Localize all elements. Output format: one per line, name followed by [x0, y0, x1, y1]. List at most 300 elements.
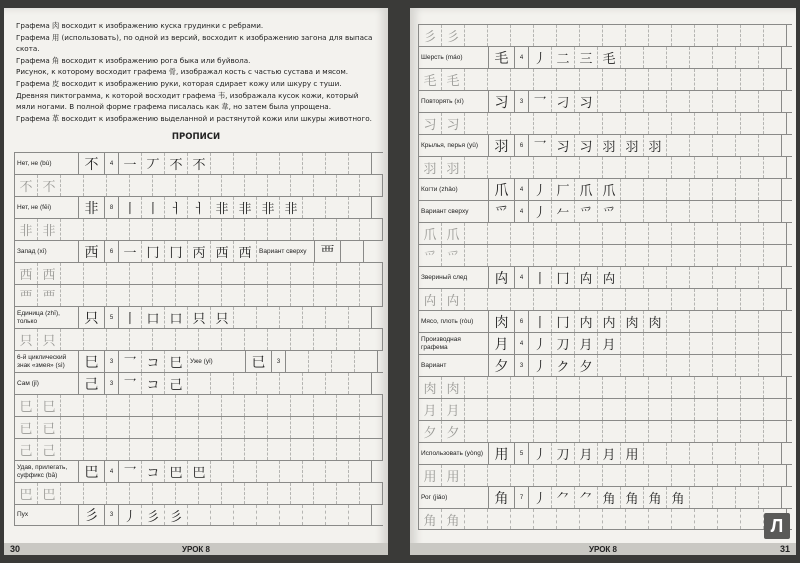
practice-cell	[603, 245, 626, 266]
practice-cell	[488, 377, 511, 398]
stroke-step	[234, 373, 257, 394]
stroke-step	[257, 307, 280, 328]
stroke-step: 巳	[165, 351, 188, 372]
stroke-step	[621, 179, 644, 200]
stroke-count: 6	[515, 311, 529, 332]
stroke-step: 爪	[598, 179, 621, 200]
practice-cell	[84, 329, 107, 350]
practice-cell	[465, 69, 488, 90]
practice-cell	[511, 509, 534, 529]
stroke-step	[280, 505, 303, 525]
practice-cell	[534, 113, 557, 134]
practice-cell	[199, 219, 222, 240]
practice-cell	[130, 219, 153, 240]
entry-character: 月	[489, 333, 515, 354]
stroke-step: 丨	[119, 197, 142, 218]
practice-cell	[557, 421, 580, 442]
stroke-step: 乛	[529, 135, 552, 156]
practice-cell	[465, 509, 488, 529]
practice-cell	[130, 285, 153, 306]
practice-cell	[649, 465, 672, 486]
stroke-step	[690, 487, 713, 508]
table-row	[418, 200, 792, 222]
practice-cell	[580, 69, 603, 90]
practice-cell	[718, 421, 741, 442]
stroke-step: ⺈	[575, 487, 598, 508]
practice-cell	[672, 113, 695, 134]
lesson-label-left: УРОК 8	[182, 544, 210, 554]
stroke-step: 丿	[529, 179, 552, 200]
practice-cell: 西	[38, 263, 61, 284]
table-row	[14, 504, 383, 526]
practice-cell	[130, 417, 153, 438]
stroke-step	[326, 373, 349, 394]
entry-character: 角	[489, 487, 515, 508]
practice-cell	[222, 417, 245, 438]
stroke-step	[713, 267, 736, 288]
stroke-count: 4	[515, 267, 529, 288]
stroke-step	[713, 91, 736, 112]
practice-cell	[107, 395, 130, 416]
stroke-step: 羽	[598, 135, 621, 156]
practice-cell	[695, 421, 718, 442]
practice-cell	[84, 285, 107, 306]
stroke-step: 爪	[575, 179, 598, 200]
practice-cell	[61, 285, 84, 306]
practice-cell	[741, 245, 764, 266]
stroke-step: 非	[211, 197, 234, 218]
practice-cell	[695, 25, 718, 46]
entry-character: 不	[79, 153, 105, 174]
practice-cell	[465, 289, 488, 310]
practice-cell	[488, 25, 511, 46]
practice-cell	[245, 285, 268, 306]
practice-cell	[107, 417, 130, 438]
stroke-step: 角	[598, 487, 621, 508]
practice-cell: 肉	[419, 377, 442, 398]
practice-cell	[534, 25, 557, 46]
stroke-step: 角	[667, 487, 690, 508]
practice-cell	[360, 263, 383, 284]
practice-cell	[764, 245, 787, 266]
stroke-step	[644, 47, 667, 68]
stroke-step	[234, 505, 257, 525]
stroke-step: 刀	[552, 443, 575, 464]
practice-cell: 覀	[15, 285, 38, 306]
practice-cell	[488, 157, 511, 178]
stroke-step: 丙	[188, 241, 211, 262]
practice-cell	[511, 113, 534, 134]
practice-cell: 爪	[419, 223, 442, 244]
practice-cell	[764, 399, 787, 420]
practice-cell	[764, 113, 787, 134]
stroke-step	[621, 47, 644, 68]
practice-cell	[61, 219, 84, 240]
stroke-step	[326, 505, 349, 525]
practice-cell	[153, 219, 176, 240]
stroke-step	[713, 355, 736, 376]
practice-cell	[511, 399, 534, 420]
practice-cell: 肉	[442, 377, 465, 398]
practice-cell	[511, 25, 534, 46]
note-line: Древняя пиктограмма, к которой восходит графема 韦, изображала кусок кожи, который мяли ногами. В полной форме графема писалась как 韋, но затем была упрощена.	[16, 90, 359, 112]
entry-label: Вариант сверху	[257, 241, 315, 262]
practice-cell	[176, 417, 199, 438]
lesson-label-right: УРОК 8	[589, 544, 617, 554]
stroke-step: 爫	[598, 201, 621, 222]
entry-label: Запад (xī)	[15, 241, 79, 262]
practice-cell	[176, 395, 199, 416]
practice-cell	[580, 157, 603, 178]
practice-cell	[603, 289, 626, 310]
practice-cell	[557, 377, 580, 398]
practice-cell	[557, 113, 580, 134]
stroke-step: 丨	[529, 311, 552, 332]
stroke-step	[257, 153, 280, 174]
stroke-step	[690, 333, 713, 354]
practice-cell	[107, 285, 130, 306]
practice-cell	[465, 465, 488, 486]
practice-cell	[130, 439, 153, 460]
stroke-step	[759, 201, 782, 222]
stroke-step	[598, 91, 621, 112]
entry-label: Уже (yǐ)	[188, 351, 246, 372]
practice-cell	[245, 329, 268, 350]
stroke-step	[713, 443, 736, 464]
stroke-step	[736, 311, 759, 332]
practice-cell	[557, 465, 580, 486]
practice-cell	[176, 329, 199, 350]
practice-cell	[176, 285, 199, 306]
note-line: Графема 用 (использовать), по одной из версий, восходит к изображению загона для выпаса скота.	[16, 32, 373, 54]
practice-cell	[222, 285, 245, 306]
practice-cell	[626, 399, 649, 420]
stroke-step	[349, 197, 372, 218]
stroke-step: 丿	[529, 47, 552, 68]
practice-cell: 只	[15, 329, 38, 350]
stroke-step: 月	[575, 443, 598, 464]
stroke-step: 刀	[552, 333, 575, 354]
practice-cell	[130, 175, 153, 196]
practice-cell	[534, 157, 557, 178]
practice-cell	[580, 223, 603, 244]
practice-cell: 用	[442, 465, 465, 486]
practice-cell	[291, 175, 314, 196]
table-row	[14, 152, 383, 174]
stroke-step	[257, 373, 280, 394]
entry-label: Вариант сверху	[419, 201, 489, 222]
practice-cell	[672, 421, 695, 442]
stroke-step: 乛	[529, 91, 552, 112]
practice-cell	[626, 421, 649, 442]
stroke-step	[280, 373, 303, 394]
entry-label: Использовать (yòng)	[419, 443, 489, 464]
stroke-step	[621, 91, 644, 112]
stroke-step	[736, 135, 759, 156]
practice-cell	[649, 223, 672, 244]
practice-cell	[268, 219, 291, 240]
practice-cell	[672, 399, 695, 420]
practice-cell: 羽	[442, 157, 465, 178]
practice-cell	[511, 245, 534, 266]
practice-cell: 不	[15, 175, 38, 196]
practice-cell	[511, 223, 534, 244]
practice-cell	[337, 483, 360, 504]
practice-cell	[153, 329, 176, 350]
stroke-step: 二	[552, 47, 575, 68]
practice-cell: 已	[38, 417, 61, 438]
stroke-step	[349, 505, 372, 525]
table-row	[418, 156, 792, 178]
stroke-step: 用	[621, 443, 644, 464]
practice-cell	[245, 395, 268, 416]
practice-cell	[337, 263, 360, 284]
practice-cell	[488, 113, 511, 134]
entry-character: 西	[79, 241, 105, 262]
practice-cell: 夕	[419, 421, 442, 442]
practice-cell	[534, 69, 557, 90]
stroke-count: 3	[105, 351, 119, 372]
stroke-step: 习	[575, 91, 598, 112]
practice-cell	[153, 417, 176, 438]
practice-cell: 月	[419, 399, 442, 420]
stroke-step	[326, 153, 349, 174]
stroke-step: 非	[257, 197, 280, 218]
stroke-step	[736, 179, 759, 200]
practice-cell	[718, 245, 741, 266]
practice-cell	[465, 421, 488, 442]
stroke-step: コ	[142, 373, 165, 394]
practice-cell	[580, 289, 603, 310]
practice-cell: 彡	[442, 25, 465, 46]
practice-cell	[291, 285, 314, 306]
stroke-step: 月	[575, 333, 598, 354]
practice-cell	[534, 223, 557, 244]
stroke-step	[667, 47, 690, 68]
stroke-step: 冂	[552, 311, 575, 332]
entry-character: 巴	[79, 461, 105, 482]
stroke-step	[667, 179, 690, 200]
stroke-step: 禸	[598, 267, 621, 288]
practice-cell	[291, 329, 314, 350]
left-footer	[4, 543, 388, 555]
practice-cell	[649, 289, 672, 310]
table-row	[418, 68, 792, 90]
practice-cell	[465, 113, 488, 134]
practice-cell	[741, 25, 764, 46]
stroke-step: 巴	[165, 461, 188, 482]
entry-character: 用	[489, 443, 515, 464]
practice-cell	[360, 395, 383, 416]
practice-cell	[291, 439, 314, 460]
practice-cell	[268, 395, 291, 416]
practice-cell	[176, 263, 199, 284]
stroke-step	[257, 461, 280, 482]
practice-cell	[107, 263, 130, 284]
stroke-step: 毛	[598, 47, 621, 68]
entry-label: Нет, не (fēi)	[15, 197, 79, 218]
practice-cell	[488, 509, 511, 529]
stroke-step	[713, 47, 736, 68]
practice-cell	[291, 395, 314, 416]
practice-cell	[603, 421, 626, 442]
stroke-step	[667, 135, 690, 156]
stroke-step: 夕	[575, 355, 598, 376]
stroke-step	[309, 351, 332, 372]
practice-cell	[465, 223, 488, 244]
stroke-step: 丨	[529, 267, 552, 288]
practice-cell	[626, 465, 649, 486]
stroke-step	[759, 311, 782, 332]
stroke-step	[303, 197, 326, 218]
entry-label: Единица (zhī), только	[15, 307, 79, 328]
note-line: Графема 肉 восходит к изображению куска грудинки с ребрами.	[16, 21, 264, 30]
stroke-step: コ	[142, 461, 165, 482]
practice-cell	[291, 263, 314, 284]
practice-cell	[649, 377, 672, 398]
stroke-step	[667, 201, 690, 222]
table-row	[418, 24, 792, 46]
stroke-step: 乛	[119, 373, 142, 394]
stroke-step	[713, 179, 736, 200]
stroke-step	[713, 333, 736, 354]
table-row	[14, 482, 383, 504]
entry-character: 爫	[489, 201, 515, 222]
stroke-step: 丨	[119, 307, 142, 328]
practice-cell: 用	[419, 465, 442, 486]
practice-cell	[360, 439, 383, 460]
stroke-step: 不	[188, 153, 211, 174]
stroke-count: 4	[515, 201, 529, 222]
practice-cell	[465, 157, 488, 178]
practice-cell	[61, 395, 84, 416]
stroke-step: 只	[211, 307, 234, 328]
practice-cell	[153, 439, 176, 460]
practice-cell	[153, 395, 176, 416]
table-row	[418, 310, 792, 332]
table-row	[14, 416, 383, 438]
stroke-step: 肉	[621, 311, 644, 332]
practice-cell	[672, 157, 695, 178]
stroke-step	[349, 461, 372, 482]
stroke-count: 3	[272, 351, 286, 372]
stroke-step: ⺈	[552, 487, 575, 508]
practice-cell: 爪	[442, 223, 465, 244]
table-row	[14, 240, 383, 262]
page-number-left: 30	[10, 544, 21, 554]
practice-cell	[314, 329, 337, 350]
practice-cell	[488, 465, 511, 486]
practice-cell	[314, 175, 337, 196]
practice-cell	[268, 329, 291, 350]
practice-cell	[741, 421, 764, 442]
practice-cell	[626, 69, 649, 90]
table-row	[418, 134, 792, 156]
practice-cell	[222, 395, 245, 416]
practice-cell	[718, 25, 741, 46]
stroke-step	[303, 307, 326, 328]
stroke-step	[690, 443, 713, 464]
stroke-step	[303, 505, 326, 525]
section-title: ПРОПИСИ	[171, 132, 221, 142]
practice-cell	[245, 263, 268, 284]
practice-cell	[130, 483, 153, 504]
stroke-step	[736, 47, 759, 68]
practice-cell	[84, 219, 107, 240]
practice-cell	[695, 399, 718, 420]
practice-cell	[107, 175, 130, 196]
practice-cell	[199, 285, 222, 306]
right-practice-grid	[418, 24, 792, 530]
practice-cell	[649, 399, 672, 420]
practice-cell	[337, 219, 360, 240]
practice-cell	[245, 417, 268, 438]
right-footer	[410, 543, 796, 555]
practice-cell	[718, 69, 741, 90]
stroke-step	[280, 461, 303, 482]
stroke-step: 月	[598, 333, 621, 354]
entry-label: Удав, прилегать, суффикс (bā)	[15, 461, 79, 482]
practice-cell	[360, 285, 383, 306]
practice-cell	[488, 289, 511, 310]
table-row	[14, 284, 383, 306]
practice-cell	[465, 245, 488, 266]
practice-cell	[695, 289, 718, 310]
stroke-step	[690, 355, 713, 376]
practice-cell	[176, 439, 199, 460]
practice-cell: 月	[442, 399, 465, 420]
stroke-step: 角	[644, 487, 667, 508]
practice-cell	[488, 69, 511, 90]
practice-cell	[649, 113, 672, 134]
stroke-step: 内	[575, 311, 598, 332]
stroke-count: 3	[105, 505, 119, 525]
practice-cell	[84, 439, 107, 460]
practice-cell: 毛	[419, 69, 442, 90]
practice-cell	[176, 219, 199, 240]
practice-cell	[199, 329, 222, 350]
stroke-step: 乛	[119, 461, 142, 482]
stroke-step	[621, 355, 644, 376]
practice-cell	[245, 175, 268, 196]
stroke-step: 内	[598, 311, 621, 332]
practice-cell	[130, 395, 153, 416]
table-row	[14, 218, 383, 240]
entry-character: 覀	[315, 241, 341, 262]
stroke-step	[759, 135, 782, 156]
right-page	[410, 8, 796, 555]
stroke-step	[303, 373, 326, 394]
practice-cell	[268, 285, 291, 306]
stroke-step: 一	[119, 153, 142, 174]
stroke-step	[349, 153, 372, 174]
table-row	[418, 112, 792, 134]
practice-cell: 毛	[442, 69, 465, 90]
practice-cell	[603, 399, 626, 420]
table-row	[418, 90, 792, 112]
stroke-step: 冂	[142, 241, 165, 262]
stroke-step	[759, 333, 782, 354]
page-number-right: 31	[779, 544, 790, 554]
practice-cell	[741, 465, 764, 486]
practice-cell	[84, 417, 107, 438]
table-row	[418, 420, 792, 442]
stroke-count: 4	[515, 47, 529, 68]
practice-cell	[764, 69, 787, 90]
practice-cell	[534, 399, 557, 420]
stroke-count: 4	[105, 153, 119, 174]
stroke-step: 羽	[621, 135, 644, 156]
